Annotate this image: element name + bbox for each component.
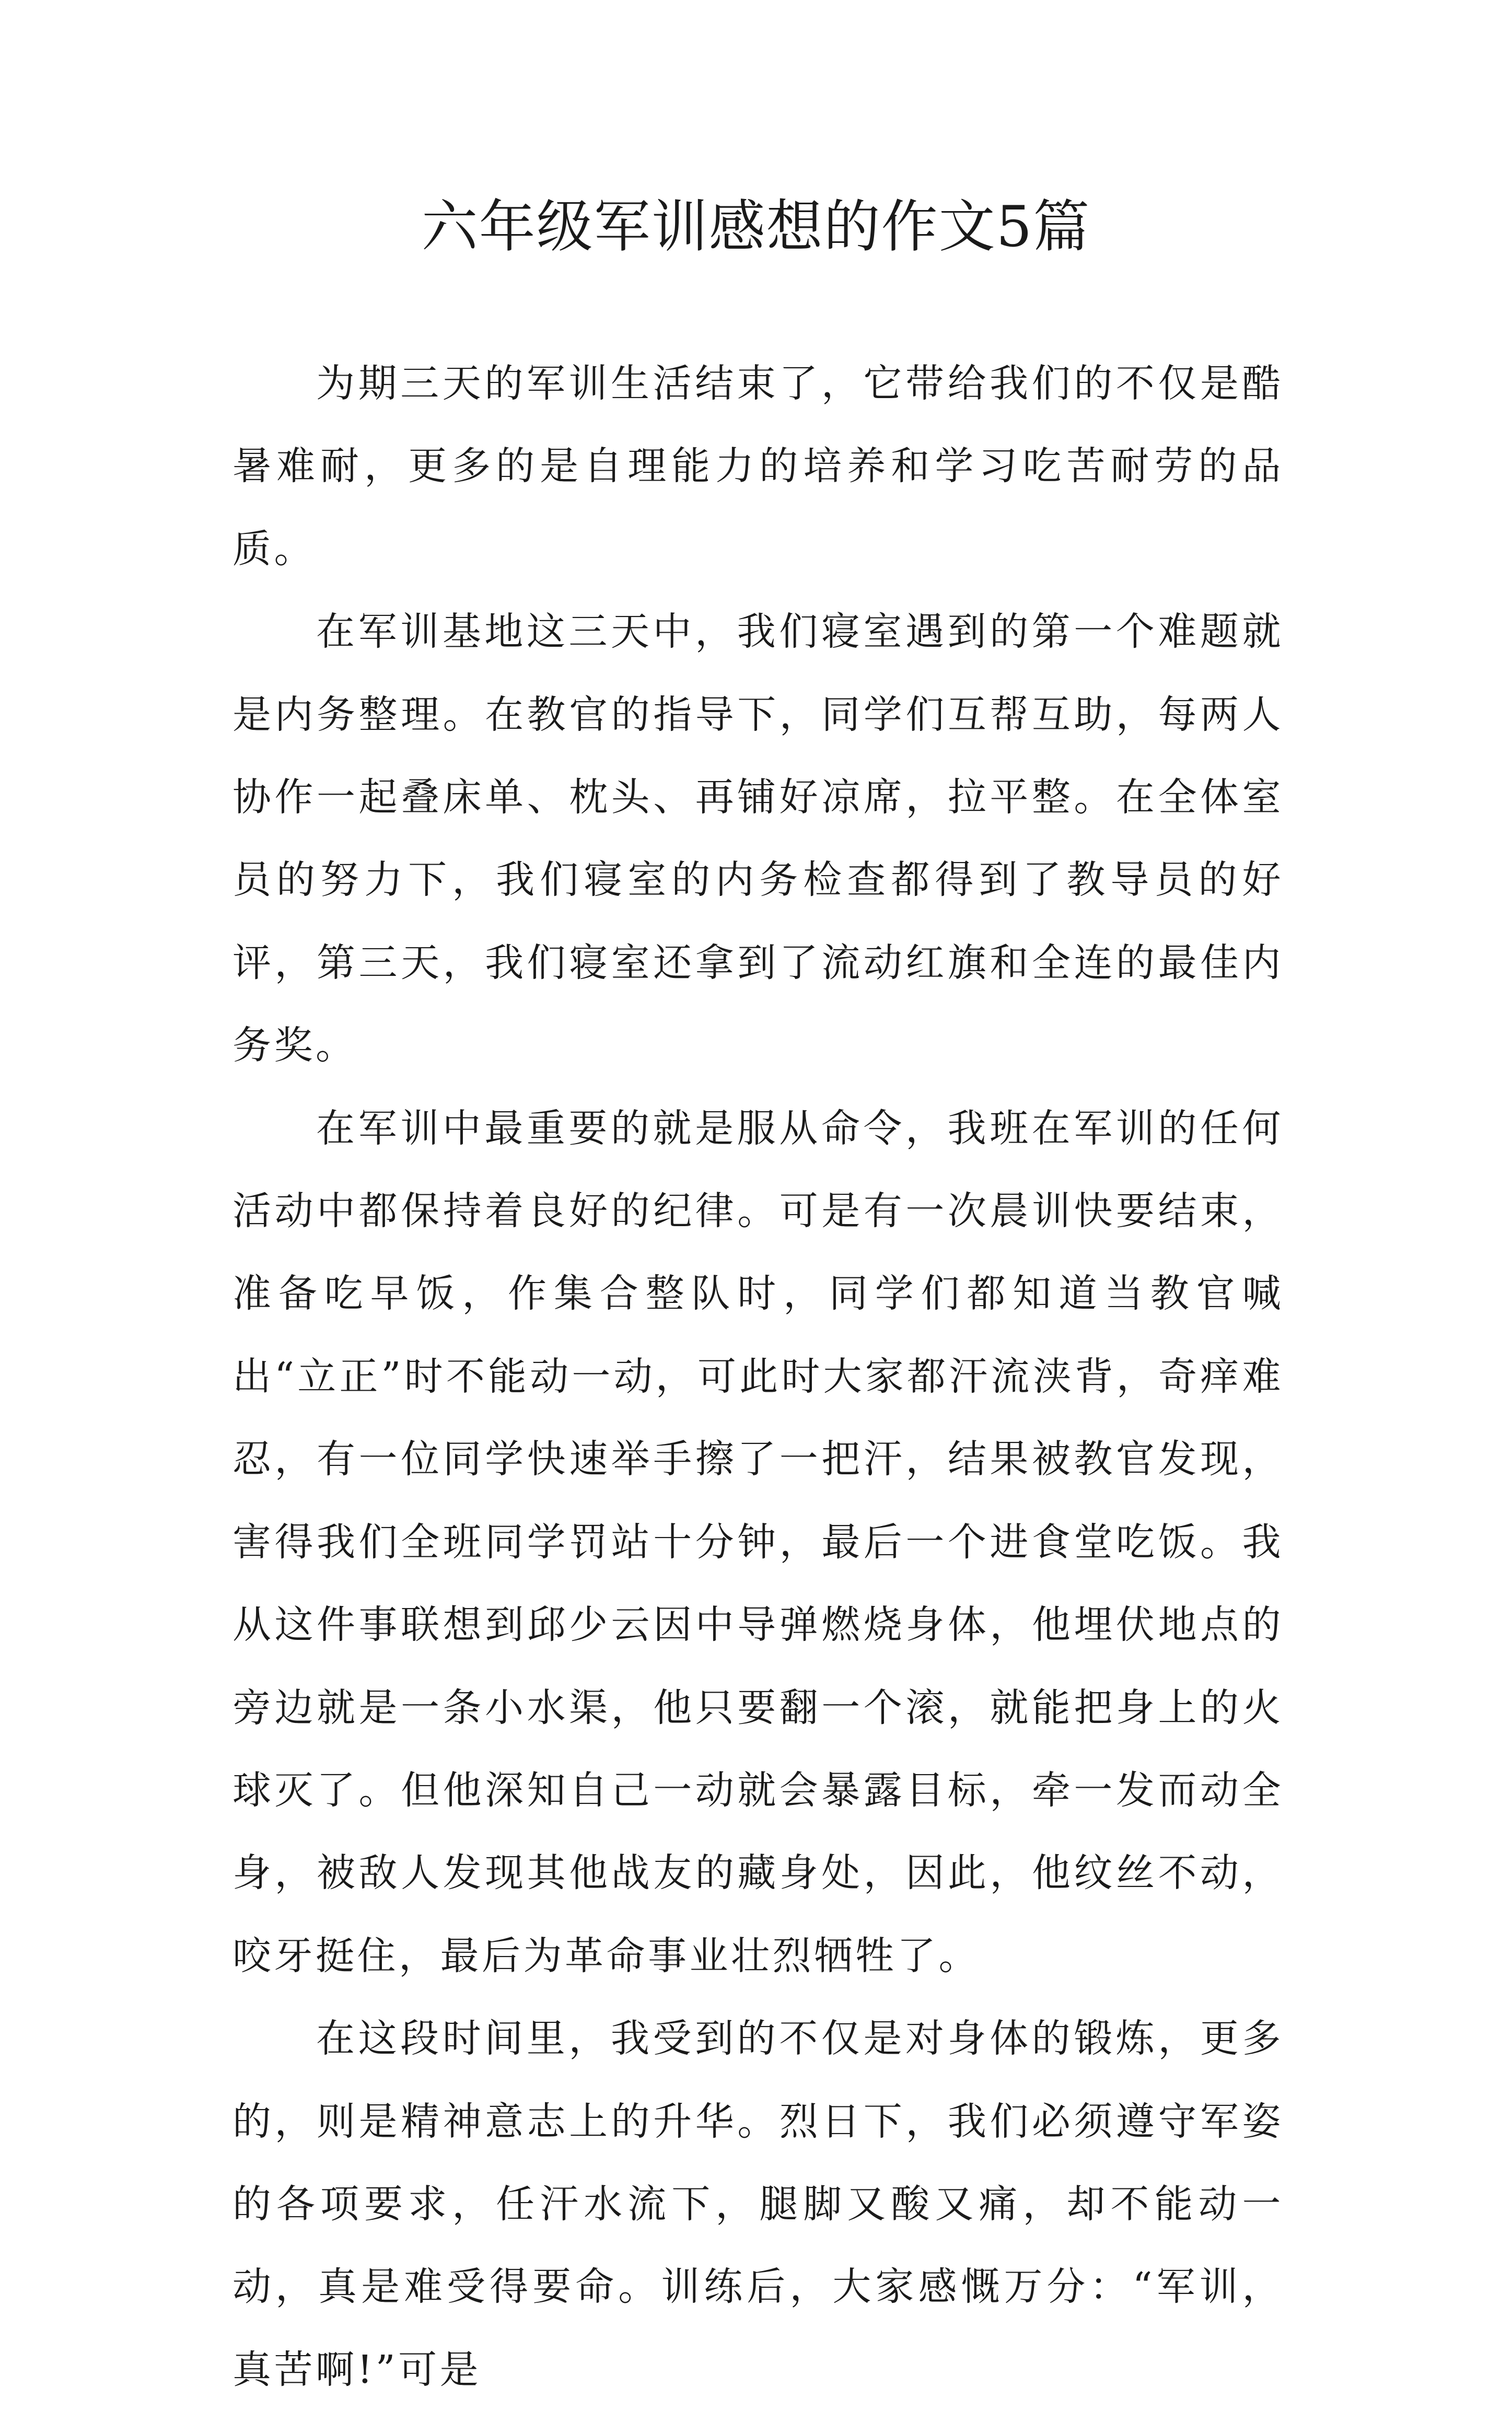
document-title: 六年级军训感想的作文5篇 [421,194,1091,260]
paragraph-4: 在这段时间里，我受到的不仅是对身体的锻炼，更多的，则是精神意志上的升华。烈日下，我们必须遵守军姿的各项要求，任汗水流下，腿脚又酸又痛，却不能动一动，真是难受得要命。训练后，大家感慨万分：“军训，真苦啊!”可是 [232,2016,1284,2392]
paragraph-2: 在军训基地这三天中，我们寝室遇到的第一个难题就是内务整理。在教官的指导下，同学们互帮互助，每两人协作一起叠床单、枕头、再铺好凉席，拉平整。在全体室员的努力下，我们寝室的内务检查都得到了教导员的好评，第三天，我们寝室还拿到了流动红旗和全连的最佳内务奖。 [232,609,1284,1068]
document-body [232,342,1284,2411]
paragraph-1: 为期三天的军训生活结束了，它带给我们的不仅是酷暑难耐，更多的是自理能力的培养和学习吃苦耐劳的品质。 [232,361,1284,572]
paragraph-3: 在军训中最重要的就是服从命令，我班在军训的任何活动中都保持着良好的纪律。可是有一次晨训快要结束，准备吃早饭，作集合整队时，同学们都知道当教官喊出“立正”时不能动一动，可此时大家都汗流浃背，奇痒难忍，有一位同学快速举手擦了一把汗，结果被教官发现，害得我们全班同学罚站十分钟，最后一个进食堂吃饭。我从这件事联想到邱少云因中导弹燃烧身体，他埋伏地点的旁边就是一条小水渠，他只要翻一个滚，就能把身上的火球灭了。但他深知自己一动就会暴露目标，牵一发而动全身，被敌人发现其他战友的藏身处，因此，他纹丝不动，咬牙挺住，最后为革命事业壮烈牺牲了。 [232,1105,1284,1978]
